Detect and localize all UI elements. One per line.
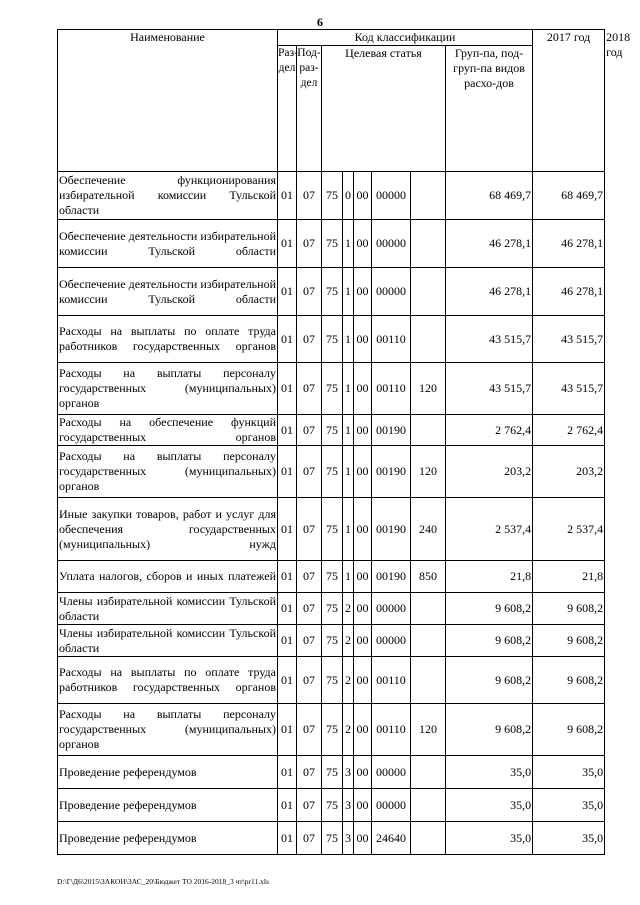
- row-amount-2018: 203,2: [533, 446, 605, 498]
- table-row: [58, 625, 605, 657]
- row-celevaya-4: 00110: [372, 657, 411, 704]
- row-amount-2017: 68 469,7: [446, 172, 533, 220]
- row-razdel: 01: [278, 498, 297, 561]
- row-amount-2017: 35,0: [446, 822, 533, 855]
- row-celevaya-3: 00: [354, 363, 372, 415]
- row-amount-2018: 35,0: [533, 822, 605, 855]
- row-podrazdel: 07: [297, 657, 322, 704]
- row-celevaya-2: 1: [343, 498, 354, 561]
- row-podrazdel: 07: [297, 415, 322, 446]
- row-vid-rashodov: 850: [411, 561, 446, 593]
- row-podrazdel: 07: [297, 704, 322, 756]
- row-celevaya-3: 00: [354, 657, 372, 704]
- table-row: [58, 789, 605, 822]
- row-celevaya-2: 0: [343, 172, 354, 220]
- table-row: [58, 822, 605, 855]
- row-celevaya-2: 3: [343, 756, 354, 789]
- row-name: Расходы на выплаты персоналу государственных (муниципальных) органов: [58, 363, 278, 415]
- header-razdel: Раз-дел: [278, 46, 297, 172]
- table-row: [58, 657, 605, 704]
- row-celevaya-4: 00000: [372, 756, 411, 789]
- row-celevaya-3: 00: [354, 498, 372, 561]
- row-podrazdel: 07: [297, 498, 322, 561]
- row-amount-2018: 46 278,1: [533, 268, 605, 316]
- row-amount-2018: 9 608,2: [533, 593, 605, 625]
- table-row: [58, 593, 605, 625]
- table-row: [58, 220, 605, 268]
- footer-file-path: D:\Г\Д6\2015\ЗАКОН\ЗАС_20\Бюджет ТО 2016-2018_3 чт\pr11.xls: [57, 877, 269, 886]
- row-celevaya-2: 3: [343, 789, 354, 822]
- header-celevaya-statya: Целевая статья: [322, 46, 446, 172]
- row-celevaya-2: 1: [343, 268, 354, 316]
- row-celevaya-1: 75: [322, 363, 343, 415]
- row-podrazdel: 07: [297, 789, 322, 822]
- row-celevaya-4: 00110: [372, 704, 411, 756]
- row-celevaya-1: 75: [322, 316, 343, 363]
- row-razdel: 01: [278, 789, 297, 822]
- row-amount-2017: 9 608,2: [446, 657, 533, 704]
- row-celevaya-4: 00000: [372, 593, 411, 625]
- row-celevaya-2: 2: [343, 593, 354, 625]
- row-celevaya-3: 00: [354, 172, 372, 220]
- row-name: Обеспечение функционирования избирательной комиссии Тульской области: [58, 172, 278, 220]
- row-celevaya-3: 00: [354, 625, 372, 657]
- row-razdel: 01: [278, 220, 297, 268]
- row-podrazdel: 07: [297, 220, 322, 268]
- table-row: [58, 756, 605, 789]
- row-vid-rashodov: 120: [411, 446, 446, 498]
- row-podrazdel: 07: [297, 822, 322, 855]
- row-amount-2018: 2 762,4: [533, 415, 605, 446]
- header-code: Код классификации: [278, 30, 533, 46]
- row-celevaya-3: 00: [354, 446, 372, 498]
- row-name: Расходы на выплаты персоналу государственных (муниципальных) органов: [58, 704, 278, 756]
- row-celevaya-3: 00: [354, 593, 372, 625]
- row-celevaya-3: 00: [354, 789, 372, 822]
- row-celevaya-1: 75: [322, 789, 343, 822]
- row-vid-rashodov: 120: [411, 704, 446, 756]
- row-amount-2018: 68 469,7: [533, 172, 605, 220]
- row-podrazdel: 07: [297, 593, 322, 625]
- row-celevaya-2: 1: [343, 446, 354, 498]
- table-body: [58, 172, 605, 855]
- row-celevaya-1: 75: [322, 756, 343, 789]
- row-podrazdel: 07: [297, 446, 322, 498]
- row-celevaya-2: 3: [343, 822, 354, 855]
- row-amount-2018: 43 515,7: [533, 316, 605, 363]
- row-celevaya-1: 75: [322, 415, 343, 446]
- row-vid-rashodov: [411, 316, 446, 363]
- row-celevaya-3: 00: [354, 561, 372, 593]
- row-celevaya-1: 75: [322, 220, 343, 268]
- header-gruppa-vidov: Груп-па, под-груп-па видов расхо-дов: [446, 46, 533, 172]
- row-name: Проведение референдумов: [58, 756, 278, 789]
- row-amount-2018: 9 608,2: [533, 704, 605, 756]
- budget-table: [57, 29, 631, 855]
- row-amount-2017: 2 537,4: [446, 498, 533, 561]
- row-vid-rashodov: [411, 822, 446, 855]
- table-row: [58, 316, 605, 363]
- row-amount-2018: 9 608,2: [533, 625, 605, 657]
- row-razdel: 01: [278, 268, 297, 316]
- row-celevaya-4: 00190: [372, 498, 411, 561]
- row-razdel: 01: [278, 593, 297, 625]
- row-celevaya-1: 75: [322, 593, 343, 625]
- row-amount-2018: 21,8: [533, 561, 605, 593]
- row-name: Иные закупки товаров, работ и услуг для обеспечения государственных (муниципальных) нужд: [58, 498, 278, 561]
- table-row: [58, 363, 605, 415]
- row-vid-rashodov: [411, 756, 446, 789]
- row-amount-2017: 35,0: [446, 789, 533, 822]
- row-amount-2017: 43 515,7: [446, 316, 533, 363]
- row-amount-2017: 9 608,2: [446, 593, 533, 625]
- row-celevaya-1: 75: [322, 625, 343, 657]
- row-celevaya-3: 00: [354, 268, 372, 316]
- row-razdel: 01: [278, 822, 297, 855]
- row-celevaya-4: 00000: [372, 172, 411, 220]
- header-podrazdel: Под-раз-дел: [297, 46, 322, 172]
- row-amount-2017: 46 278,1: [446, 268, 533, 316]
- row-celevaya-4: 00190: [372, 415, 411, 446]
- row-razdel: 01: [278, 756, 297, 789]
- row-name: Проведение референдумов: [58, 822, 278, 855]
- row-celevaya-1: 75: [322, 498, 343, 561]
- row-amount-2017: 2 762,4: [446, 415, 533, 446]
- row-amount-2017: 203,2: [446, 446, 533, 498]
- row-celevaya-3: 00: [354, 220, 372, 268]
- row-name: Расходы на выплаты по оплате труда работников государственных органов: [58, 316, 278, 363]
- row-vid-rashodov: 120: [411, 363, 446, 415]
- row-podrazdel: 07: [297, 172, 322, 220]
- row-celevaya-3: 00: [354, 822, 372, 855]
- row-celevaya-4: 00000: [372, 268, 411, 316]
- row-razdel: 01: [278, 316, 297, 363]
- row-celevaya-1: 75: [322, 172, 343, 220]
- row-amount-2018: 46 278,1: [533, 220, 605, 268]
- row-name: Обеспечение деятельности избирательной комиссии Тульской области: [58, 268, 278, 316]
- row-celevaya-3: 00: [354, 704, 372, 756]
- page-number: 6: [317, 15, 323, 29]
- row-podrazdel: 07: [297, 625, 322, 657]
- row-celevaya-1: 75: [322, 822, 343, 855]
- row-vid-rashodov: [411, 593, 446, 625]
- row-amount-2018: 43 515,7: [533, 363, 605, 415]
- row-vid-rashodov: [411, 172, 446, 220]
- row-podrazdel: 07: [297, 316, 322, 363]
- row-celevaya-4: 00190: [372, 446, 411, 498]
- row-vid-rashodov: [411, 657, 446, 704]
- row-name: Расходы на выплаты по оплате труда работников государственных органов: [58, 657, 278, 704]
- row-amount-2018: 35,0: [533, 789, 605, 822]
- row-razdel: 01: [278, 704, 297, 756]
- row-razdel: 01: [278, 657, 297, 704]
- row-celevaya-3: 00: [354, 756, 372, 789]
- row-celevaya-1: 75: [322, 561, 343, 593]
- table-row: [58, 415, 605, 446]
- row-vid-rashodov: [411, 268, 446, 316]
- row-amount-2018: 9 608,2: [533, 657, 605, 704]
- row-name: Расходы на выплаты персоналу государственных (муниципальных) органов: [58, 446, 278, 498]
- row-podrazdel: 07: [297, 268, 322, 316]
- row-podrazdel: 07: [297, 561, 322, 593]
- row-name: Члены избирательной комиссии Тульской области: [59, 625, 276, 655]
- row-amount-2017: 35,0: [446, 756, 533, 789]
- row-name: Уплата налогов, сборов и иных платежей: [58, 561, 278, 593]
- row-name: Обеспечение деятельности избирательной комиссии Тульской области: [58, 220, 278, 268]
- row-celevaya-4: 00190: [372, 561, 411, 593]
- row-celevaya-4: 00110: [372, 363, 411, 415]
- header-year-2017: 2017 год: [533, 30, 605, 172]
- row-amount-2018: 35,0: [533, 756, 605, 789]
- row-vid-rashodov: [411, 789, 446, 822]
- row-celevaya-2: 1: [343, 415, 354, 446]
- row-celevaya-3: 00: [354, 316, 372, 363]
- row-celevaya-2: 1: [343, 316, 354, 363]
- row-razdel: 01: [278, 415, 297, 446]
- row-razdel: 01: [278, 625, 297, 657]
- table-header: Наименование Код классификации 2017 год 2018 год Раз-дел Под-раз-дел Целевая статья Груп-па, под-груп-па видов расхо-дов: [58, 30, 605, 172]
- table-row: [58, 446, 605, 498]
- table-row: [58, 561, 605, 593]
- row-amount-2017: 21,8: [446, 561, 533, 593]
- row-celevaya-4: 00000: [372, 625, 411, 657]
- row-podrazdel: 07: [297, 363, 322, 415]
- row-razdel: 01: [278, 363, 297, 415]
- row-celevaya-2: 2: [343, 625, 354, 657]
- row-vid-rashodov: [411, 415, 446, 446]
- row-amount-2017: 9 608,2: [446, 704, 533, 756]
- row-razdel: 01: [278, 172, 297, 220]
- row-celevaya-1: 75: [322, 657, 343, 704]
- table-row: [58, 172, 605, 220]
- row-name: Проведение референдумов: [58, 789, 278, 822]
- row-celevaya-2: 2: [343, 704, 354, 756]
- row-celevaya-2: 1: [343, 561, 354, 593]
- row-amount-2018: 2 537,4: [533, 498, 605, 561]
- row-vid-rashodov: [411, 625, 446, 657]
- row-celevaya-1: 75: [322, 704, 343, 756]
- row-vid-rashodov: 240: [411, 498, 446, 561]
- row-celevaya-4: 24640: [372, 822, 411, 855]
- row-celevaya-4: 00000: [372, 220, 411, 268]
- row-celevaya-4: 00000: [372, 789, 411, 822]
- row-name: Расходы на обеспечение функций государственных органов: [59, 415, 276, 444]
- row-amount-2017: 43 515,7: [446, 363, 533, 415]
- row-amount-2017: 9 608,2: [446, 625, 533, 657]
- row-celevaya-2: 1: [343, 220, 354, 268]
- table-row: [58, 268, 605, 316]
- row-vid-rashodov: [411, 220, 446, 268]
- row-celevaya-2: 2: [343, 657, 354, 704]
- row-podrazdel: 07: [297, 756, 322, 789]
- row-name: Члены избирательной комиссии Тульской области: [59, 593, 276, 623]
- table-row: [58, 704, 605, 756]
- row-celevaya-4: 00110: [372, 316, 411, 363]
- row-razdel: 01: [278, 561, 297, 593]
- row-celevaya-1: 75: [322, 446, 343, 498]
- header-name: Наименование: [58, 30, 278, 172]
- row-celevaya-3: 00: [354, 415, 372, 446]
- row-celevaya-2: 1: [343, 363, 354, 415]
- table-row: [58, 498, 605, 561]
- row-celevaya-1: 75: [322, 268, 343, 316]
- row-razdel: 01: [278, 446, 297, 498]
- row-amount-2017: 46 278,1: [446, 220, 533, 268]
